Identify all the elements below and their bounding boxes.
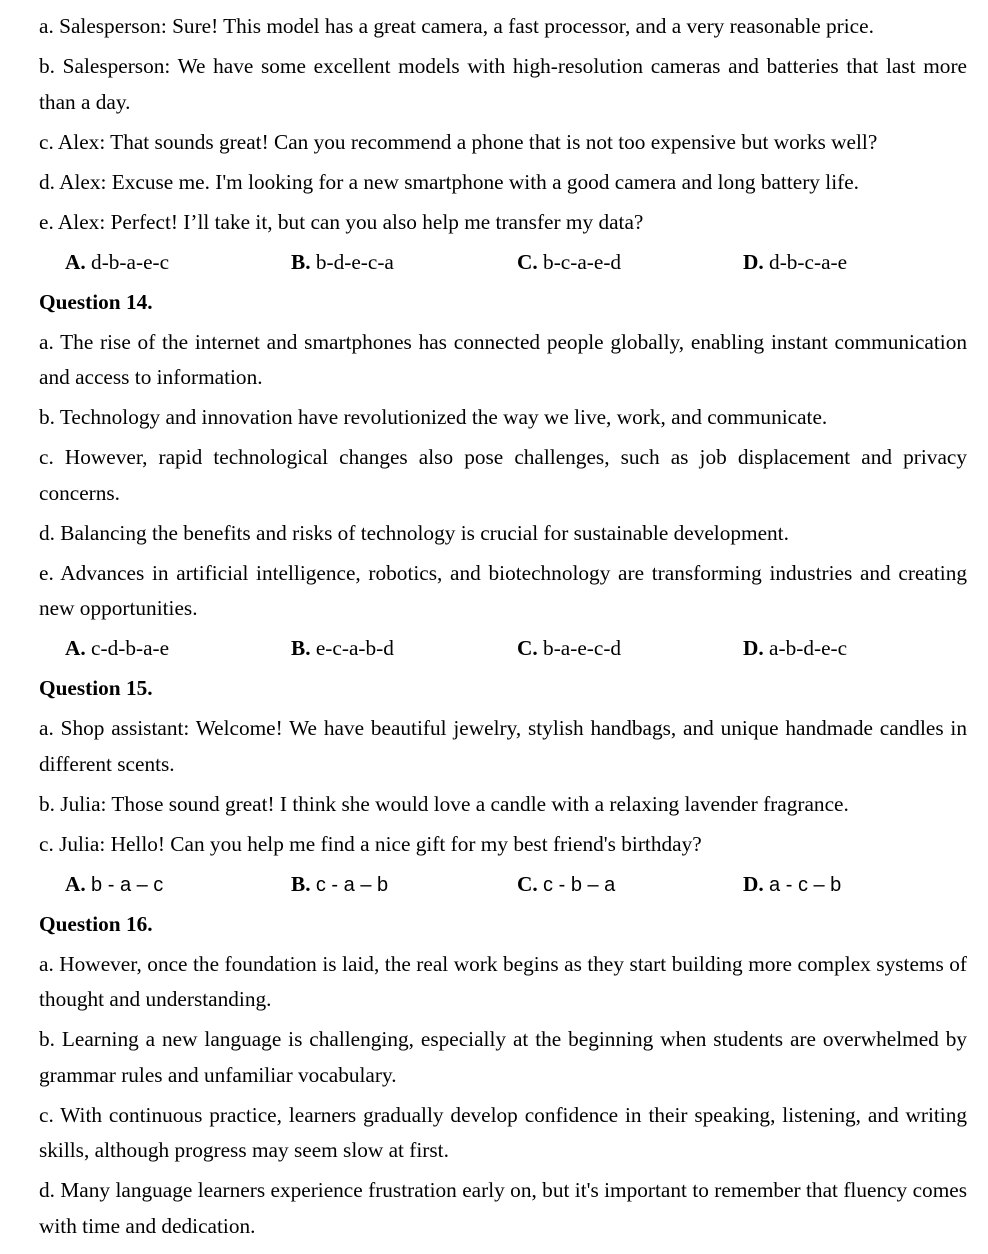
option-letter: D. <box>743 249 764 274</box>
option-letter: B. <box>291 871 311 896</box>
option-letter: B. <box>291 636 311 660</box>
option-letter: A. <box>65 249 86 274</box>
q15-option-d[interactable] <box>743 867 841 904</box>
q13-item-b: b. Salesperson: We have some excellent models with high-resolution cameras and batteries that last more than a day. <box>39 54 967 114</box>
option-letter: C. <box>517 636 538 660</box>
q13-option-a[interactable] <box>65 245 169 281</box>
q16-item-d: d. Many language learners experience frustration early on, but it's important to remember that fluency comes with time and dedication. <box>39 1178 967 1238</box>
document-page <box>39 9 967 1249</box>
option-letter: B. <box>291 249 311 274</box>
option-value: e-c-a-b-d <box>315 636 394 660</box>
q15-option-b[interactable] <box>291 867 388 904</box>
q15-item-b: b. Julia: Those sound great! I think she would love a candle with a relaxing lavender fragrance. <box>39 791 849 816</box>
option-value: b - a – c <box>91 873 164 896</box>
q14-option-d[interactable] <box>743 631 847 667</box>
q14-item-b: b. Technology and innovation have revolutionized the way we live, work, and communicate. <box>39 405 828 429</box>
q13-option-b[interactable] <box>291 245 394 281</box>
q14-item-c: c. However, rapid technological changes also pose challenges, such as job displacement and privacy concerns. <box>39 445 967 505</box>
q16-item-b: b. Learning a new language is challenging, especially at the beginning when students are overwhelmed by grammar rules and unfamiliar vocabulary. <box>39 1027 967 1087</box>
option-letter: A. <box>65 871 86 896</box>
question-16 <box>39 907 967 1245</box>
q15-option-a[interactable] <box>65 867 163 904</box>
q14-item-e: e. Advances in artificial intelligence, robotics, and biotechnology are transforming industries and creating new opportunities. <box>39 560 967 620</box>
q16-item-a: a. However, once the foundation is laid, the real work begins as they start building more complex systems of thought and understanding. <box>39 951 967 1011</box>
option-letter: C. <box>517 249 538 274</box>
q14-option-c[interactable] <box>517 631 621 667</box>
option-value: c-d-b-a-e <box>91 636 170 660</box>
q13-item-d: d. Alex: Excuse me. I'm looking for a new smartphone with a good camera and long battery life. <box>39 169 859 194</box>
option-letter: A. <box>65 636 86 660</box>
option-letter: D. <box>743 636 764 660</box>
question-13 <box>39 9 967 280</box>
option-value: a-b-d-e-c <box>769 636 848 660</box>
question-15 <box>39 671 967 902</box>
option-value: c - a – b <box>315 873 389 896</box>
q15-item-c: c. Julia: Hello! Can you help me find a nice gift for my best friend's birthday? <box>39 831 702 856</box>
option-letter: D. <box>743 871 764 896</box>
option-value: b-c-a-e-d <box>543 249 622 274</box>
option-value: c - b – a <box>543 873 616 896</box>
q14-option-a[interactable] <box>65 631 169 667</box>
option-value: a - c – b <box>769 873 842 896</box>
q13-options <box>39 245 967 281</box>
q13-item-a: a. Salesperson: Sure! This model has a great camera, a fast processor, and a very reasonable price. <box>39 14 874 38</box>
q15-item-a: a. Shop assistant: Welcome! We have beautiful jewelry, stylish handbags, and unique handmade candles in different scents. <box>39 716 967 776</box>
q15-title: Question 15. <box>39 676 153 700</box>
q14-option-b[interactable] <box>291 631 394 667</box>
option-value: b-a-e-c-d <box>543 636 622 660</box>
q16-title: Question 16. <box>39 911 153 936</box>
q13-option-d[interactable] <box>743 245 847 281</box>
q14-item-a: a. The rise of the internet and smartphones has connected people globally, enabling instant communication and access to information. <box>39 329 967 389</box>
q14-item-d: d. Balancing the benefits and risks of technology is crucial for sustainable development. <box>39 520 789 545</box>
question-14 <box>39 285 967 667</box>
q14-title: Question 14. <box>39 289 153 314</box>
q14-options <box>39 631 967 667</box>
q13-option-c[interactable] <box>517 245 621 281</box>
q16-item-c: c. With continuous practice, learners gradually develop confidence in their speaking, listening, and writing skills, although progress may seem slow at first. <box>39 1102 967 1162</box>
option-letter: C. <box>517 871 538 896</box>
option-value: d-b-a-e-c <box>91 249 170 274</box>
option-value: d-b-c-a-e <box>769 249 848 274</box>
q15-options <box>39 867 967 903</box>
q13-item-c: c. Alex: That sounds great! Can you recommend a phone that is not too expensive but works well? <box>39 129 878 154</box>
q13-item-e: e. Alex: Perfect! I’ll take it, but can you also help me transfer my data? <box>39 209 644 234</box>
option-value: b-d-e-c-a <box>315 249 394 274</box>
q15-option-c[interactable] <box>517 867 615 904</box>
